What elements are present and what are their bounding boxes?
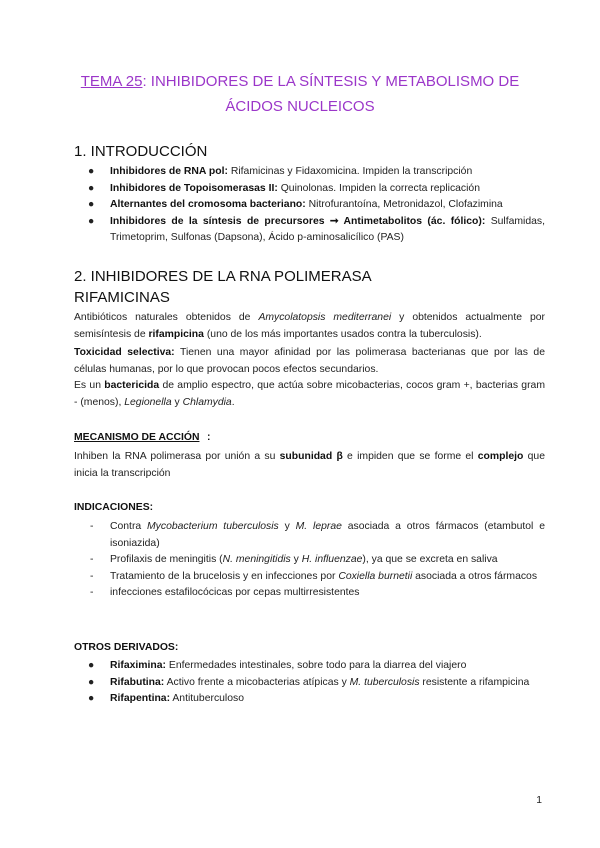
paragraph-origin: Antibióticos naturales obtenidos de Amycolatopsis mediterranei y obtenidos actualmente por semisíntesis de rifampicina (uno de los más importantes usados contra la tuberculosis). [74,312,545,340]
paragraph-spectrum: Es un bactericida de amplio espectro, que actúa sobre micobacterias, cocos gram +, bacterias gram - (menos), Legionella y Chlamydia. [74,380,545,408]
item-text: Sulfamidas, Trimetoprim, Sulfonas (Dapsona), Ácido p-aminosalicílico (PAS) [110,215,545,243]
item-term: Inhibidores de Topoisomerasas II: [110,182,278,194]
list-item: - Tratamiento de la brucelosis y en infecciones por Coxiella burnetii asociada a otros fármacos [74,569,545,586]
indicaciones-label: INDICACIONES: [74,502,154,513]
section2-heading: 2. INHIBIDORES DE LA RNA POLIMERASA [74,268,372,285]
bullet-icon: ● [88,166,95,177]
bullet-icon: ● [88,215,95,227]
title-topic-number: TEMA 25 [80,73,143,90]
mecanismo-colon: : [207,432,211,443]
item-term: Inhibidores de la síntesis de precursores ➞ Antimetabolitos (ác. fólico): [110,215,486,227]
bullet-icon: ● [88,660,95,671]
rifamicinas-heading: RIFAMICINAS [74,289,170,306]
bullet-icon: ● [88,199,95,210]
derivados-list [74,658,545,708]
complex-term: complejo [477,451,524,462]
list-item: ● Rifabutina: Activo frente a micobacterias atípicas y M. tuberculosis resistente a rifampicina [74,675,545,692]
list-item [74,181,545,198]
list-item: - Profilaxis de meningitis (N. meningitidis y H. influenzae), ya que se excreta en saliva [74,552,545,569]
intro-list [74,164,545,247]
genus-name: Legionella [124,396,172,408]
list-item: ● Rifaximina: Enfermedades intestinales, sobre todo para la diarrea del viajero [74,658,545,675]
dash-icon: - [90,587,94,598]
document-title [60,69,540,119]
bullet-icon: ● [88,693,95,704]
list-item: - infecciones estafilocócicas por cepas multirresistentes [74,585,545,602]
genus-name: Chlamydia [182,396,232,408]
item-text: Quinolonas. Impiden la correcta replicación [277,182,480,194]
bullet-icon: ● [88,182,95,194]
drug-name: rifampicina [148,328,204,340]
indicaciones-list [74,519,545,602]
item-term: Inhibidores de RNA pol: [110,166,228,177]
item-text: Rifamicinas y Fidaxomicina. Impiden la transcripción [227,166,473,177]
subunit-term: subunidad β [279,451,343,462]
bullet-icon: ● [88,676,95,688]
item-text: Nitrofurantoína, Metronidazol, Clofazimina [305,199,503,210]
dash-icon: - [90,570,94,582]
item-term: Alternantes del cromosoma bacteriano: [110,199,306,210]
list-item [74,214,545,247]
intro-heading: 1. INTRODUCCIÓN [74,143,208,160]
species-name: Amycolatopsis mediterranei [258,312,392,323]
dash-icon: - [90,521,94,532]
list-item [74,164,545,181]
derivados-label: OTROS DERIVADOS: [74,642,179,653]
page-number: 1 [536,795,542,806]
title-text: : INHIBIDORES DE LA SÍNTESIS Y METABOLISMO DE ÁCIDOS NUCLEICOS [142,73,520,115]
bactericida-term: bactericida [104,380,160,391]
paragraph-mechanism: Inhiben la RNA polimerasa por unión a su subunidad β e impiden que se forme el complejo que inicia la transcripción [74,451,545,479]
paragraph-toxicity: Toxicidad selectiva: Tienen una mayor afinidad por las polimerasa bacterianas que por las de células humanas, por lo que provocan pocos efectos secundarios. [74,347,545,375]
list-item: ● Rifapentina: Antituberculoso [74,691,545,708]
toxicity-label: Toxicidad selectiva: [74,347,175,358]
dash-icon: - [90,554,94,565]
list-item [74,197,545,214]
mecanismo-label: MECANISMO DE ACCIÓN [74,432,200,443]
list-item: - Contra Mycobacterium tuberculosis y M. leprae asociada a otros fármacos (etambutol e isoniazida) [90,521,545,549]
